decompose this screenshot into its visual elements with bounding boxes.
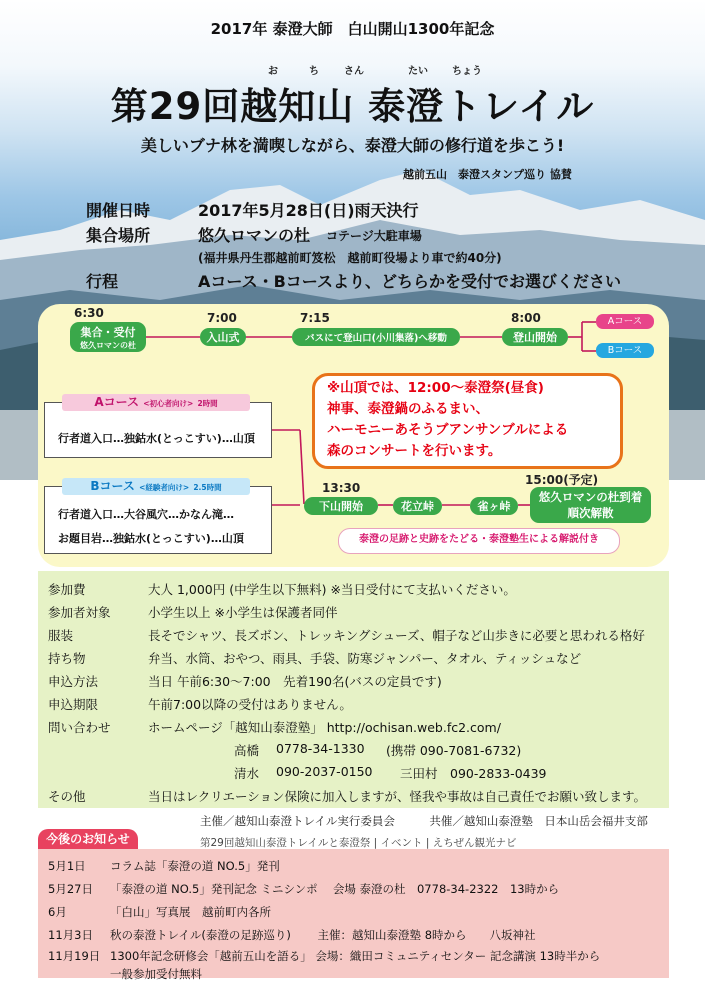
course-a-title: Aコース [94,395,139,409]
other-value: 当日はレクリエーション保険に加入しますが、怪我や事故は自己責任でお願い致します。 [148,789,647,804]
ruby-o: お [268,66,278,77]
course-a-hours: 2時間 [197,399,218,408]
organizers-line: 主催／越知山泰澄トレイル実行委員会 共催／越知山泰澄塾 日本山岳会福井支部 [200,814,648,828]
notice-line-2: 神事、泰澄鍋のふるまい、 [327,401,489,417]
clothing-label: 服装 [48,628,74,643]
deadline-value: 午前7:00以降の受付はありません。 [148,697,352,712]
place-value: 悠久ロマンの杜 [198,226,311,245]
news-tab: 今後のお知らせ [38,829,138,849]
items-label: 持ち物 [48,651,86,666]
apply-value: 当日 午前6:30～7:00 先着190名(バスの定員です) [148,674,442,689]
course-b-hours: 2.5時間 [193,483,222,492]
time-step3: 8:00 [511,311,541,325]
course-b-header [62,478,250,495]
route-label: 行程 [86,272,119,291]
start-sublabel: 悠久ロマンの杜 [80,340,136,350]
stop1-box: 花立峠 [393,497,442,515]
b-course-tag: Bコース [596,343,654,358]
course-b-level: <経験者向け> [139,483,190,492]
time-finish: 15:00(予定) [525,473,599,487]
target-label: 参加者対象 [48,605,111,620]
contact-1-name: 高橋 [234,743,260,758]
course-b-title: Bコース [90,479,135,493]
news-date-4: 11月3日 [48,928,93,942]
contact-2-name: 清水 [234,766,260,781]
course-b-route-1: 行者道入口…大谷風穴…かなん滝… [58,508,234,521]
stop2-box: 雀ヶ峠 [470,497,518,515]
step1-box: 入山式 [200,328,246,346]
notice-line-4: 森のコンサートを行います。 [327,443,502,459]
event-title: 第29回越知山 泰澄トレイル [110,85,595,128]
fee-label: 参加費 [48,582,86,597]
time-step2: 7:15 [300,311,330,325]
date-label: 開催日時 [86,201,151,220]
items-value: 弁当、水筒、おやつ、雨具、手袋、防寒ジャンパー、タオル、ティッシュなど [148,651,582,666]
target-value: 小学生以上 ※小学生は保護者同伴 [148,605,338,620]
notice-line-1: ※山頂では、12:00～泰澄祭(昼食) [327,380,544,396]
place-label: 集合場所 [86,226,151,245]
news-text-6: 一般参加受付無料 [110,967,202,981]
summit-notice [312,373,623,469]
contact-3: 三田村 090-2833-0439 [400,766,547,781]
news-date-2: 5月27日 [48,882,93,896]
news-text-1: コラム誌「泰澄の道 NO.5」発刊 [110,859,280,873]
contact-2-tel: 090-2037-0150 [276,764,373,779]
step2-box: バスにて登山口(小川集落)へ移動 [292,328,460,346]
contact-label: 問い合わせ [48,720,111,735]
time-step1: 7:00 [207,311,237,325]
notice-line-3: ハーモニーあそうブアンサンブルによる [327,422,569,438]
course-a-route: 行者道入口…独鈷水(とっこすい)…山頂 [58,432,255,445]
date-value: 2017年5月28日(日)雨天決行 [198,201,419,220]
contact-1-mobile: (携帯 090-7081-6732) [386,743,522,758]
news-date-5: 11月19日 [48,949,101,963]
route-value: Aコース・Bコースより、どちらかを受付でお選びください [198,272,621,291]
finish-label-2: 順次解散 [567,506,614,520]
sponsor-note: 越前五山 泰澄スタンプ巡り 協賛 [403,168,572,181]
finish-box [530,487,651,523]
news-text-3: 「白山」写真展 越前町内各所 [110,905,271,919]
course-b-route-2: お題目岩…独鈷水(とっこすい)…山頂 [58,532,244,545]
news-text-4: 秋の泰澄トレイル(泰澄の足跡巡り) 主催：越知山泰澄塾 8時から 八坂神社 [110,928,536,942]
apply-label: 申込方法 [48,674,99,689]
event-subtitle: 2017年 泰澄大師 白山開山1300年記念 [210,20,495,38]
news-date-1: 5月1日 [48,859,86,873]
ruby-tai: たい [408,66,428,77]
news-date-3: 6月 [48,905,67,919]
start-label: 集合・受付 [80,325,136,339]
contact-value: ホームページ「越知山泰澄塾」 http://ochisan.web.fc2.com/ [148,720,501,735]
descend-box: 下山開始 [304,497,378,515]
ruby-san: さん [344,66,364,77]
news-text-2: 「泰澄の道 NO.5」発刊記念 ミニシンポ 会場 泰澄の杜 0778-34-2322 13時から [110,882,560,896]
ruby-chi: ち [309,66,319,77]
finish-label-1: 悠久ロマンの杜到着 [538,490,643,504]
clothing-value: 長そでシャツ、長ズボン、トレッキングシューズ、帽子など山歩きに必要と思われる格好 [148,628,645,643]
place-note: コテージ大駐車場 [326,229,422,243]
news-text-5: 1300年記念研修会「越前五山を語る」 会場：織田コミュニティセンター 記念講演 13時半から [110,949,601,963]
other-label: その他 [48,789,86,804]
a-course-tag: Aコース [596,314,654,329]
time-descend: 13:30 [322,481,361,495]
ruby-chou: ちょう [452,66,482,77]
step3-box: 登山開始 [502,328,568,346]
start-box [70,322,146,352]
guide-note: 泰澄の足跡と史跡をたどる・泰澄塾生による解説付き [338,528,620,554]
address: (福井県丹生郡越前町笈松 越前町役場より車で約40分) [198,251,502,265]
course-a-header [62,394,250,411]
contact-1-tel: 0778-34-1330 [276,741,365,756]
event-tagline: 美しいブナ林を満喫しながら、泰澄大師の修行道を歩こう! [140,136,565,155]
fee-value: 大人 1,000円 (中学生以下無料) ※当日受付にて支払いください。 [148,582,516,597]
source-line: 第29回越知山泰澄トレイルと泰澄祭 | イベント | えちぜん観光ナビ [200,837,517,849]
deadline-label: 申込期限 [48,697,99,712]
course-a-level: <初心者向け> [143,399,194,408]
time-start: 6:30 [74,306,104,320]
